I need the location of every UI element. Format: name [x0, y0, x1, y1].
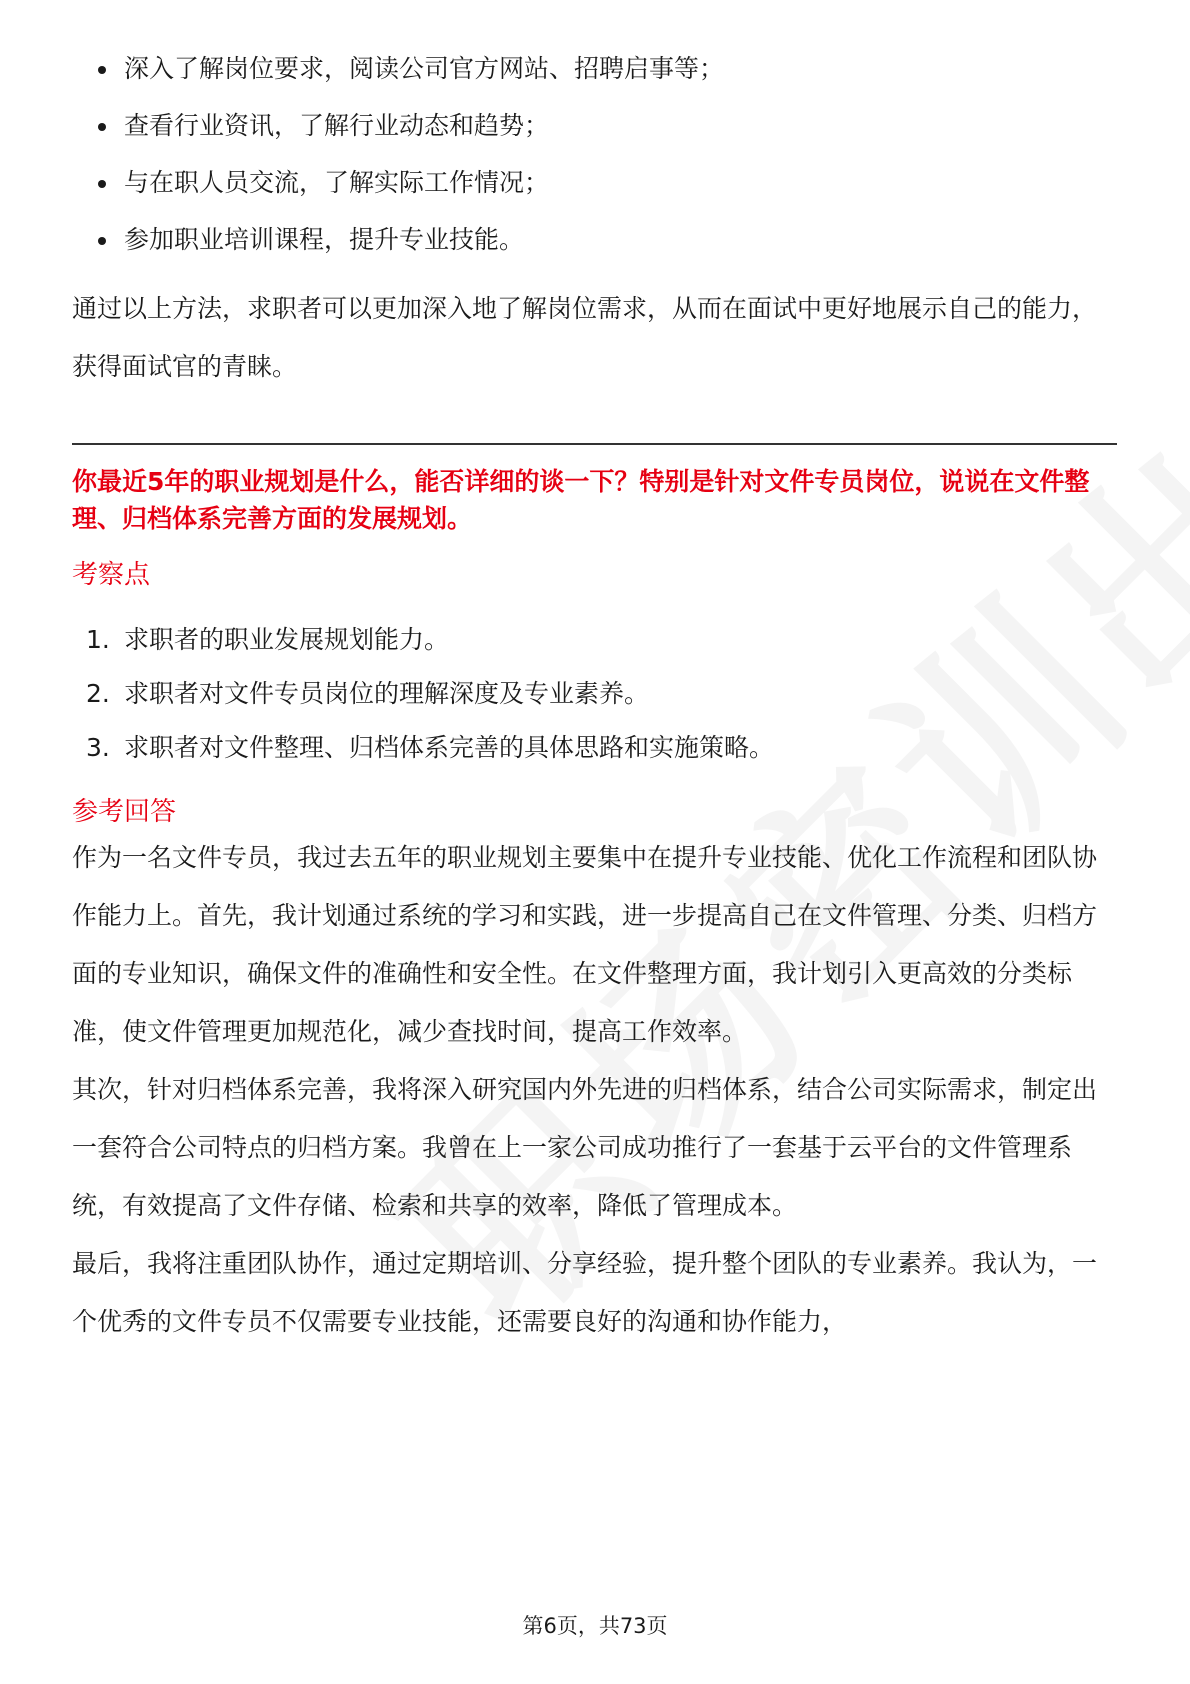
- section-divider: [72, 443, 1117, 445]
- page-footer: 第6页，共73页: [522, 1614, 668, 1638]
- list-number: 1.: [86, 625, 110, 654]
- assessment-list: [72, 623, 1117, 765]
- bullet-dot-icon: [98, 237, 106, 245]
- method-bullet-list: [72, 52, 1117, 257]
- list-item: 2. 求职者对文件专员岗位的理解深度及专业素养。: [72, 677, 1117, 711]
- list-item: 参加职业培训课程，提升专业技能。: [72, 223, 1117, 257]
- answer-paragraph: 作为一名文件专员，我过去五年的职业规划主要集中在提升专业技能、优化工作流程和团队协作能力上。首先，我计划通过系统的学习和实践，进一步提高自己在文件管理、分类、归档方面的专业知识，确保文件的准确性和安全性。在文件整理方面，我计划引入更高效的分类标准，使文件管理更加规范化，减少查找时间，提高工作效率。: [72, 843, 1098, 1046]
- interview-question: 你最近5年的职业规划是什么，能否详细的谈一下？特别是针对文件专员岗位，说说在文件整理、归档体系完善方面的发展规划。: [72, 467, 1090, 533]
- assessment-heading: 考察点: [72, 560, 151, 590]
- list-item: 1. 求职者的职业发展规划能力。: [72, 623, 1117, 657]
- list-number: 3.: [86, 733, 110, 762]
- list-item: 3. 求职者对文件整理、归档体系完善的具体思路和实施策略。: [72, 731, 1117, 765]
- list-item: 查看行业资讯，了解行业动态和趋势；: [72, 109, 1117, 143]
- bullet-dot-icon: [98, 66, 106, 74]
- answer-heading: 参考回答: [72, 797, 177, 827]
- document-body: [72, 52, 1117, 1351]
- list-number: 2.: [86, 679, 110, 708]
- list-item: 深入了解岗位要求，阅读公司官方网站、招聘启事等；: [72, 52, 1117, 86]
- list-item: 与在职人员交流，了解实际工作情况；: [72, 166, 1117, 200]
- bullet-dot-icon: [98, 123, 106, 131]
- answer-paragraph: 其次，针对归档体系完善，我将深入研究国内外先进的归档体系，结合公司实际需求，制定出一套符合公司特点的归档方案。我曾在上一家公司成功推行了一套基于云平台的文件管理系统，有效提高了文件存储、检索和共享的效率，降低了管理成本。: [72, 1075, 1098, 1220]
- answer-paragraph: 最后，我将注重团队协作，通过定期培训、分享经验，提升整个团队的专业素养。我认为，一个优秀的文件专员不仅需要专业技能，还需要良好的沟通和协作能力，: [72, 1249, 1098, 1336]
- bullet-dot-icon: [98, 180, 106, 188]
- conclusion-paragraph: 通过以上方法，求职者可以更加深入地了解岗位需求，从而在面试中更好地展示自己的能力，获得面试官的青睐。: [72, 294, 1098, 381]
